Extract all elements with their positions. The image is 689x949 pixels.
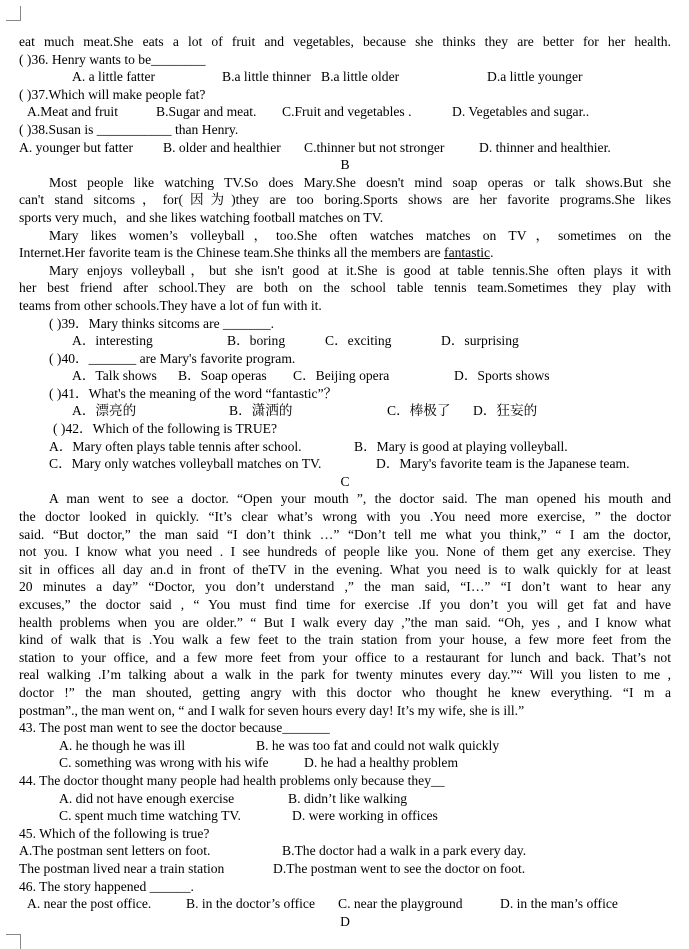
question-42-options-row1 [19,438,671,456]
option-d: D. thinner and healthier. [479,139,611,155]
option-c: C. spent much time watching TV. [59,808,241,824]
passage-b-line: Mary enjoys volleyball，but she isn't good at it.She is good at table tennis.She often plays it with [49,262,671,278]
underlined-word-fantastic: fantastic [444,245,491,261]
option-d: D．surprising [441,333,519,349]
option-c: C.Fruit and vegetables . [282,104,412,120]
option-a: A.Meat and fruit [27,104,118,120]
page-corner-mark-top [6,6,21,21]
passage-c-line: kind of walk that is .You walk a few feet to the train station from your house, a few more feet from the [19,632,671,648]
option-a: A. younger but fatter [19,139,134,155]
passage-c-line: health problems when you are older.” “ But I walk every day ,”the man said. “Oh, yes , and I know what [19,614,671,630]
question-44-options-row1 [19,790,671,808]
passage-c-line: not you. I know what you need . I see hundreds of people like you. None of them get any exercise. They [19,544,671,560]
passage-b-line: can't stand sitcoms，for(因为)they are too boring.Sports shows are her favorite programs.She likes [19,192,671,208]
passage-b-line: sports very much，and she likes watching football matches on TV. [19,209,384,225]
option-b: B. in the doctor’s office [186,896,315,912]
question-40: ( )40．_______ are Mary's favorite program. [49,350,296,366]
passage-c-line: the doctor looked in quickly. “It’s clear what’s wrong with you .You need more exercise, ” the doctor [19,509,671,525]
passage-c-line: sit in offices all day an.d in front of theTV in the evening. What you need is to walk quickly for at least [19,561,671,577]
option-c: C．棒极了 [387,403,451,419]
section-b-heading: B [340,157,350,173]
question-44-options-row2 [19,807,671,825]
option-c: C.thinner but not stronger [304,139,445,155]
option-a: A. a little fatter [72,69,156,85]
option-a: A. near the post office. [27,896,152,912]
option-b: B.The doctor had a walk in a park every day. [282,843,527,859]
passage-c-line: real walking .I’m talking about a walk in the park for twenty minutes every day.”“ Will you listen to me , [19,667,671,683]
passage-b-period: . [490,245,494,261]
option-d: D．Sports shows [454,368,550,384]
question-37: ( )37.Which will make people fat? [19,86,206,102]
question-44: 44. The doctor thought many people had health problems only because they__ [19,772,445,788]
passage-b-line: Mary likes women’s volleyball，too.She often watches matches on TV，sometimes on the [49,227,671,243]
question-41: ( )41．What's the meaning of the word “fantastic”？ [49,385,338,401]
page-corner-mark-bottom [6,934,21,949]
section-c-heading: C [340,473,350,489]
passage-c-line: doctor !” the man shouted, getting angry with this doctor who thought he knew everything. “I m a [19,684,671,700]
option-a: A. he though he was ill [59,737,186,753]
question-43-options-row2 [19,754,671,772]
option-a: A. did not have enough exercise [59,790,235,806]
passage-c-line: postman”., the man went on, “ and I walk for seven hours every day! It’s my wife, she is ill.” [19,702,525,718]
option-d: D. were working in offices [292,808,438,824]
option-d: D. in the man’s office [500,896,618,912]
option-c: The postman lived near a train station [19,860,225,876]
passage-b-line: Most people like watching TV.So does Mary.She doesn't mind soap operas or talk shows.But she [49,174,671,190]
passage-c-line: station to your office, and a few more feet from your office to a restaurant for lunch and back. That’s not [19,649,671,665]
option-b: B. he was too fat and could not walk quickly [256,737,500,753]
question-43: 43. The post man went to see the doctor because_______ [19,720,330,736]
question-41-options [19,402,671,420]
option-d: D.a little younger [487,69,583,85]
option-c: C．Beijing opera [293,368,390,384]
document-page [19,33,671,930]
option-a: A．Talk shows [72,368,157,384]
question-40-options [19,367,671,385]
passage-b-line: teams from other schools.They have a lot of fun with it. [19,297,322,313]
question-38: ( )38.Susan is ___________ than Henry. [19,121,239,137]
option-a: A．漂亮的 [72,403,137,419]
question-42: ( )42．Which of the following is TRUE? [53,421,278,437]
option-b: B.Sugar and meat. [156,104,257,120]
question-46-options [19,895,671,913]
option-c: C. near the playground [338,896,463,912]
question-39-options [19,332,671,350]
option-b: B．boring [227,333,286,349]
option-b: B．Soap operas [178,368,267,384]
question-43-options-row1 [19,737,671,755]
option-b: B．潇洒的 [229,403,293,419]
option-c: C．Mary only watches volleyball matches on TV. [49,456,322,472]
passage-a-last-line: eat much meat.She eats a lot of fruit and vegetables, because she thinks they are better for her health. [19,34,671,49]
option-d: D．狂妄的 [473,403,538,419]
question-46: 46. The story happened ______. [19,878,194,894]
option-b: B. older and healthier [163,139,281,155]
question-37-options [19,103,671,121]
option-c: B.a little older [321,69,400,85]
question-36: ( )36. Henry wants to be________ [19,51,206,67]
option-d: D. Vegetables and sugar.. [452,104,590,120]
option-d: D.The postman went to see the doctor on foot. [273,860,526,876]
option-d: D．Mary's favorite team is the Japanese team. [376,456,630,472]
passage-c-line: said. “But doctor,” the man said “I don’t think …” “Don’t tell me what you think,” “ I am the doctor, [19,526,671,542]
passage-c-line: A man went to see a doctor. “Open your mouth ”, the doctor said. The man opened his mouth and [49,491,671,507]
passage-c-line: 20 minutes a day” “Doctor, you don’t understand ,” the man said, “I…” “I don’t want to hear any [19,579,671,595]
option-a: A.The postman sent letters on foot. [19,843,211,859]
option-b: B.a little thinner [222,69,311,85]
option-a: A．interesting [72,333,153,349]
question-38-options [19,139,671,157]
question-39: ( )39．Mary thinks sitcoms are _______. [49,315,275,331]
option-b: B. didn’t like walking [288,790,408,806]
passage-b-text: Internet.Her favorite team is the Chinese team.She thinks all the members are [19,245,445,261]
question-45-options-row1 [19,842,671,860]
question-45: 45. Which of the following is true? [19,825,210,841]
passage-b-line [19,244,671,262]
option-c: C. something was wrong with his wife [59,755,269,771]
option-a: A．Mary often plays table tennis after school. [49,438,302,454]
question-42-options-row2 [19,455,671,473]
option-d: D. he had a healthy problem [304,755,459,771]
option-c: C．exciting [325,333,392,349]
option-b: B．Mary is good at playing volleyball. [354,438,568,454]
passage-c-line: excuses,” the doctor said , “ You must find time for exercise .If you don’t you will get fat and have [19,597,671,612]
question-45-options-row2 [19,860,671,878]
question-36-options [19,68,671,86]
passage-b-line: her best friend after school.They are both on the school table tennis team.Sometimes they play with [19,280,671,296]
section-d-heading: D [340,913,350,929]
